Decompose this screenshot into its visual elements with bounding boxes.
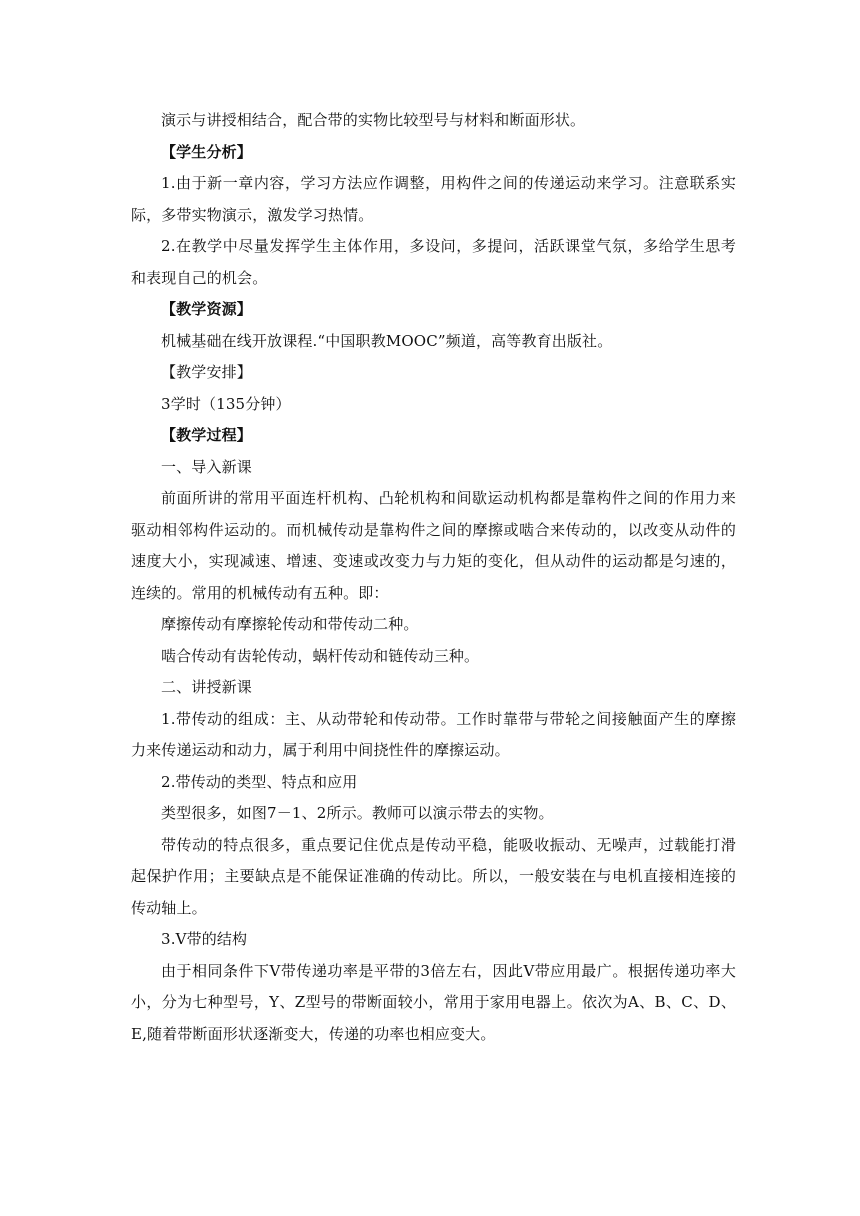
paragraph-student-analysis-2: 2.在教学中尽量发挥学生主体作用，多设问，多提问，活跃课堂气氛，多给学生思考和表现自己的机会。 [131,237,736,287]
section-introduce-new-lesson: 一、导入新课 [161,457,252,476]
paragraph-introduction: 前面所讲的常用平面连杆机构、凸轮机构和间歇运动机构都是靠构件之间的作用力来驱动相邻构件运动的。而机械传动是靠构件之间的摩擦或啮合来传动的，以改变从动件的速度大小，实现减速、增速、变速或改变力与力矩的变化，但从动件的运动都是匀速的，连续的。常用的机械传动有五种。即： [131,489,736,602]
paragraph-meshing-drive: 啮合传动有齿轮传动，蜗杆传动和链传动三种。 [161,646,480,665]
paragraph-teaching-arrangement: 3学时（135分钟） [161,394,291,413]
document-body [131,105,736,1050]
heading-teaching-arrangement: 【教学安排】 [161,363,252,381]
heading-student-analysis: 【学生分析】 [161,142,252,161]
paragraph-student-analysis-1: 1.由于新一章内容，学习方法应作调整，用构件之间的传递运动来学习。注意联系实际，多带实物演示，激发学习热情。 [131,174,736,224]
paragraph-belt-drive-features: 带传动的特点很多，重点要记住优点是传动平稳，能吸收振动、无噪声，过载能打滑起保护作用；主要缺点是不能保证准确的传动比。所以，一般安装在与电机直接相连接的传动轴上。 [131,835,736,917]
paragraph-belt-drive-types: 类型很多，如图7－1、2所示。教师可以演示带去的实物。 [161,804,554,822]
paragraph-teaching-resources: 机械基础在线开放课程.“中国职教MOOC”频道，高等教育出版社。 [161,331,613,350]
paragraph-v-belt-structure: 由于相同条件下V带传递功率是平带的3倍左右，因此V带应用最广。根据传递功率大小，分为七种型号，Y、Z型号的带断面较小，常用于家用电器上。依次为A、B、C、D、E,随着带断面形状逐渐变大，传递的功率也相应变大。 [131,961,736,1043]
paragraph-friction-drive: 摩擦传动有摩擦轮传动和带传动二种。 [161,615,419,633]
section-teach-new-lesson: 二、讲授新课 [161,678,252,696]
subheading-belt-drive-types: 2.带传动的类型、特点和应用 [161,772,358,791]
heading-teaching-resources: 【教学资源】 [161,300,252,318]
subheading-v-belt-structure: 3.V带的结构 [161,930,248,948]
paragraph-intro: 演示与讲授相结合，配合带的实物比较型号与材料和断面形状。 [161,111,586,129]
paragraph-belt-drive-composition: 1.带传动的组成：主、从动带轮和传动带。工作时靠带与带轮之间接触面产生的摩擦力来传递运动和动力，属于利用中间挠性件的摩擦运动。 [131,709,736,759]
heading-teaching-process: 【教学过程】 [161,426,252,444]
